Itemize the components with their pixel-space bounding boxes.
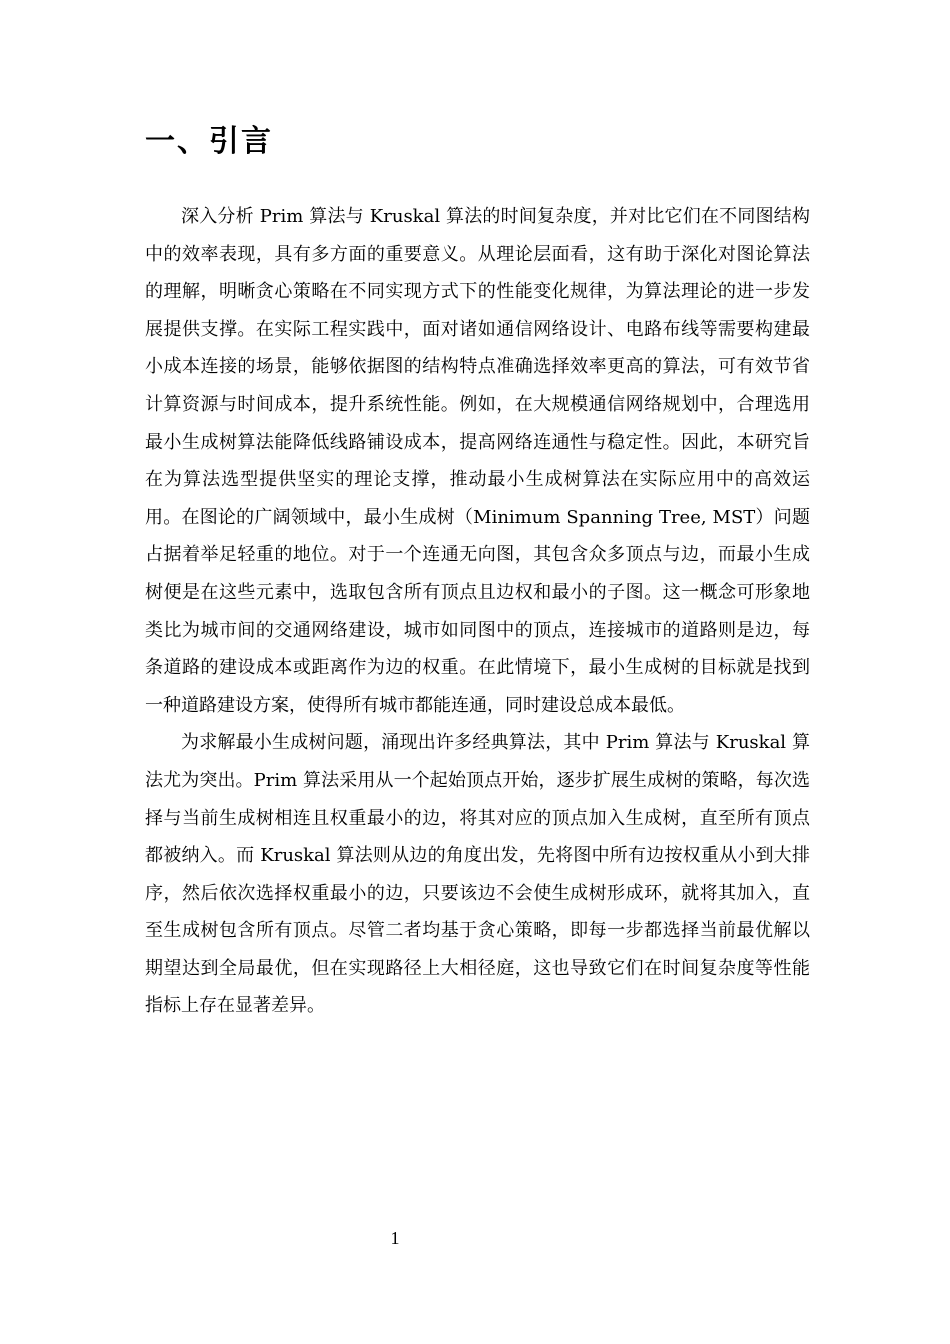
- section-heading: 一、引言: [145, 124, 273, 159]
- body-text: [145, 198, 810, 1025]
- paragraph-1: 深入分析 Prim 算法与 Kruskal 算法的时间复杂度，并对比它们在不同图结构中的效率表现，具有多方面的重要意义。从理论层面看，这有助于深化对图论算法的理解，明晰贪心策略在不同实现方式下的性能变化规律，为算法理论的进一步发展提供支撑。在实际工程实践中，面对诸如通信网络设计、电路布线等需要构建最小成本连接的场景，能够依据图的结构特点准确选择效率更高的算法，可有效节省计算资源与时间成本，提升系统性能。例如，在大规模通信网络规划中，合理选用最小生成树算法能降低线路铺设成本，提高网络连通性与稳定性。因此，本研究旨在为算法选型提供坚实的理论支撑，推动最小生成树算法在实际应用中的高效运用。在图论的广阔领域中，最小生成树（Minimum Spanning Tree, MST）问题占据着举足轻重的地位。对于一个连通无向图，其包含众多顶点与边，而最小生成树便是在这些元素中，选取包含所有顶点且边权和最小的子图。这一概念可形象地类比为城市间的交通网络建设，城市如同图中的顶点，连接城市的道路则是边，每条道路的建设成本或距离作为边的权重。在此情境下，最小生成树的目标就是找到一种道路建设方案，使得所有城市都能连通，同时建设总成本最低。: [145, 206, 810, 716]
- page-number: 1: [390, 1228, 400, 1248]
- paragraph-2: 为求解最小生成树问题，涌现出许多经典算法，其中 Prim 算法与 Kruskal 算法尤为突出。Prim 算法采用从一个起始顶点开始，逐步扩展生成树的策略，每次选择与当前生成树相连且权重最小的边，将其对应的顶点加入生成树，直至所有顶点都被纳入。而 Kruskal 算法则从边的角度出发，先将图中所有边按权重从小到大排序，然后依次选择权重最小的边，只要该边不会使生成树形成环，就将其加入，直至生成树包含所有顶点。尽管二者均基于贪心策略，即每一步都选择当前最优解以期望达到全局最优，但在实现路径上大相径庭，这也导致它们在时间复杂度等性能指标上存在显著差异。: [145, 732, 810, 1017]
